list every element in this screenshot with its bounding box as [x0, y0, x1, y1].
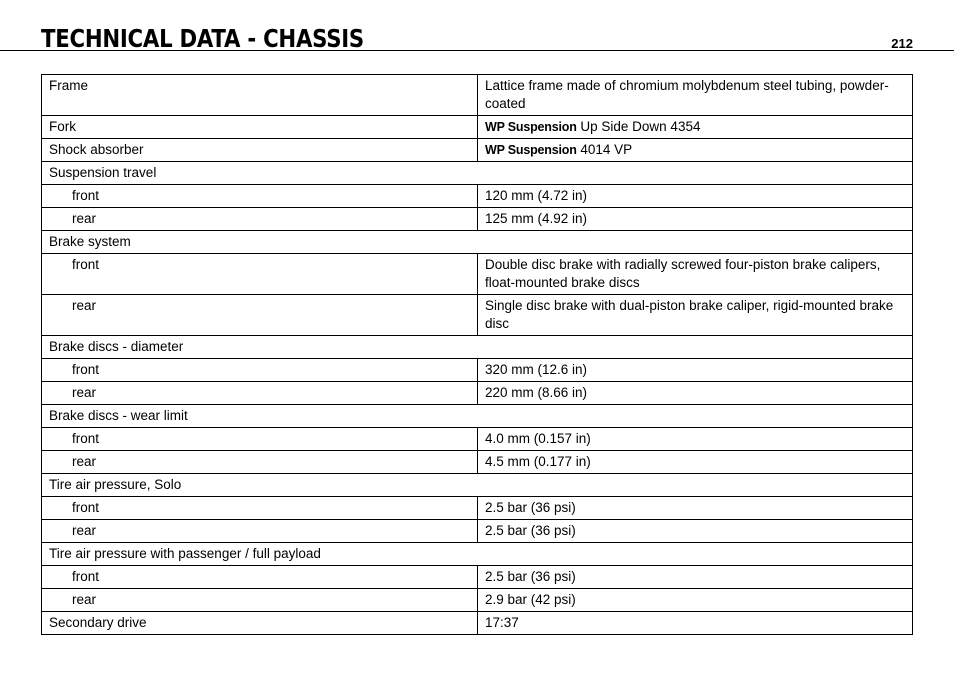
spec-value-text: 4.0 mm (0.157 in)	[485, 431, 591, 446]
section-row	[42, 405, 913, 428]
spec-value-text: 2.5 bar (36 psi)	[485, 523, 576, 538]
spec-value-text: 125 mm (4.92 in)	[485, 211, 588, 226]
spec-value	[478, 520, 913, 543]
spec-label: front	[42, 497, 478, 520]
table-row	[42, 612, 913, 635]
brand-name: WP Suspension	[485, 120, 577, 134]
spec-label: Fork	[42, 116, 478, 139]
spec-value-text: Lattice frame made of chromium molybdenum steel tubing, powder-coated	[485, 78, 889, 111]
spec-value	[478, 428, 913, 451]
spec-value-text: 4014 VP	[576, 142, 633, 157]
section-row	[42, 474, 913, 497]
spec-label: rear	[42, 520, 478, 543]
table-row	[42, 254, 913, 295]
spec-label: front	[42, 428, 478, 451]
page-number: 212	[891, 36, 913, 51]
spec-label: rear	[42, 382, 478, 405]
spec-value-text: Up Side Down 4354	[576, 119, 701, 134]
spec-value	[478, 497, 913, 520]
spec-value	[478, 451, 913, 474]
table-row	[42, 520, 913, 543]
table-row	[42, 497, 913, 520]
spec-label: front	[42, 566, 478, 589]
spec-value	[478, 612, 913, 635]
spec-label: front	[42, 359, 478, 382]
spec-value-text: 2.5 bar (36 psi)	[485, 569, 576, 584]
spec-label: Frame	[42, 75, 478, 116]
spec-value	[478, 589, 913, 612]
section-row	[42, 336, 913, 359]
header-rule	[0, 50, 954, 51]
spec-label: rear	[42, 589, 478, 612]
spec-value-text: 17:37	[485, 615, 519, 630]
spec-value	[478, 566, 913, 589]
spec-value-text: 320 mm (12.6 in)	[485, 362, 588, 377]
page-title: TECHNICAL DATA - CHASSIS	[41, 24, 364, 53]
section-label: Brake discs - diameter	[42, 336, 913, 359]
section-row	[42, 162, 913, 185]
spec-value	[478, 208, 913, 231]
spec-value-text: 2.5 bar (36 psi)	[485, 500, 576, 515]
spec-value	[478, 185, 913, 208]
spec-label: front	[42, 185, 478, 208]
spec-value	[478, 382, 913, 405]
section-label: Suspension travel	[42, 162, 913, 185]
spec-label: Secondary drive	[42, 612, 478, 635]
spec-label: rear	[42, 451, 478, 474]
spec-label: front	[42, 254, 478, 295]
spec-value	[478, 139, 913, 162]
spec-value	[478, 295, 913, 336]
table-row	[42, 359, 913, 382]
spec-label: rear	[42, 295, 478, 336]
spec-value-text: Double disc brake with radially screwed four-piston brake calipers, float-mounted brake discs	[485, 257, 885, 290]
table-row	[42, 589, 913, 612]
spec-value-text: 120 mm (4.72 in)	[485, 188, 588, 203]
table-row	[42, 566, 913, 589]
spec-value-text: 220 mm (8.66 in)	[485, 385, 588, 400]
table-row	[42, 295, 913, 336]
chassis-spec-table	[41, 74, 913, 635]
table-row	[42, 451, 913, 474]
spec-value-text: Single disc brake with dual-piston brake caliper, rigid-mounted brake disc	[485, 298, 897, 331]
table-row	[42, 428, 913, 451]
spec-table-body	[42, 75, 913, 635]
section-row	[42, 231, 913, 254]
table-row	[42, 208, 913, 231]
spec-label: rear	[42, 208, 478, 231]
spec-value	[478, 359, 913, 382]
spec-value-text: 2.9 bar (42 psi)	[485, 592, 576, 607]
spec-value	[478, 75, 913, 116]
section-label: Tire air pressure, Solo	[42, 474, 913, 497]
table-row	[42, 139, 913, 162]
table-row	[42, 382, 913, 405]
brand-name: WP Suspension	[485, 143, 577, 157]
section-label: Tire air pressure with passenger / full payload	[42, 543, 913, 566]
table-row	[42, 185, 913, 208]
spec-label: Shock absorber	[42, 139, 478, 162]
section-row	[42, 543, 913, 566]
spec-value-text: 4.5 mm (0.177 in)	[485, 454, 591, 469]
table-row	[42, 75, 913, 116]
spec-value	[478, 254, 913, 295]
table-row	[42, 116, 913, 139]
section-label: Brake discs - wear limit	[42, 405, 913, 428]
spec-value	[478, 116, 913, 139]
section-label: Brake system	[42, 231, 913, 254]
